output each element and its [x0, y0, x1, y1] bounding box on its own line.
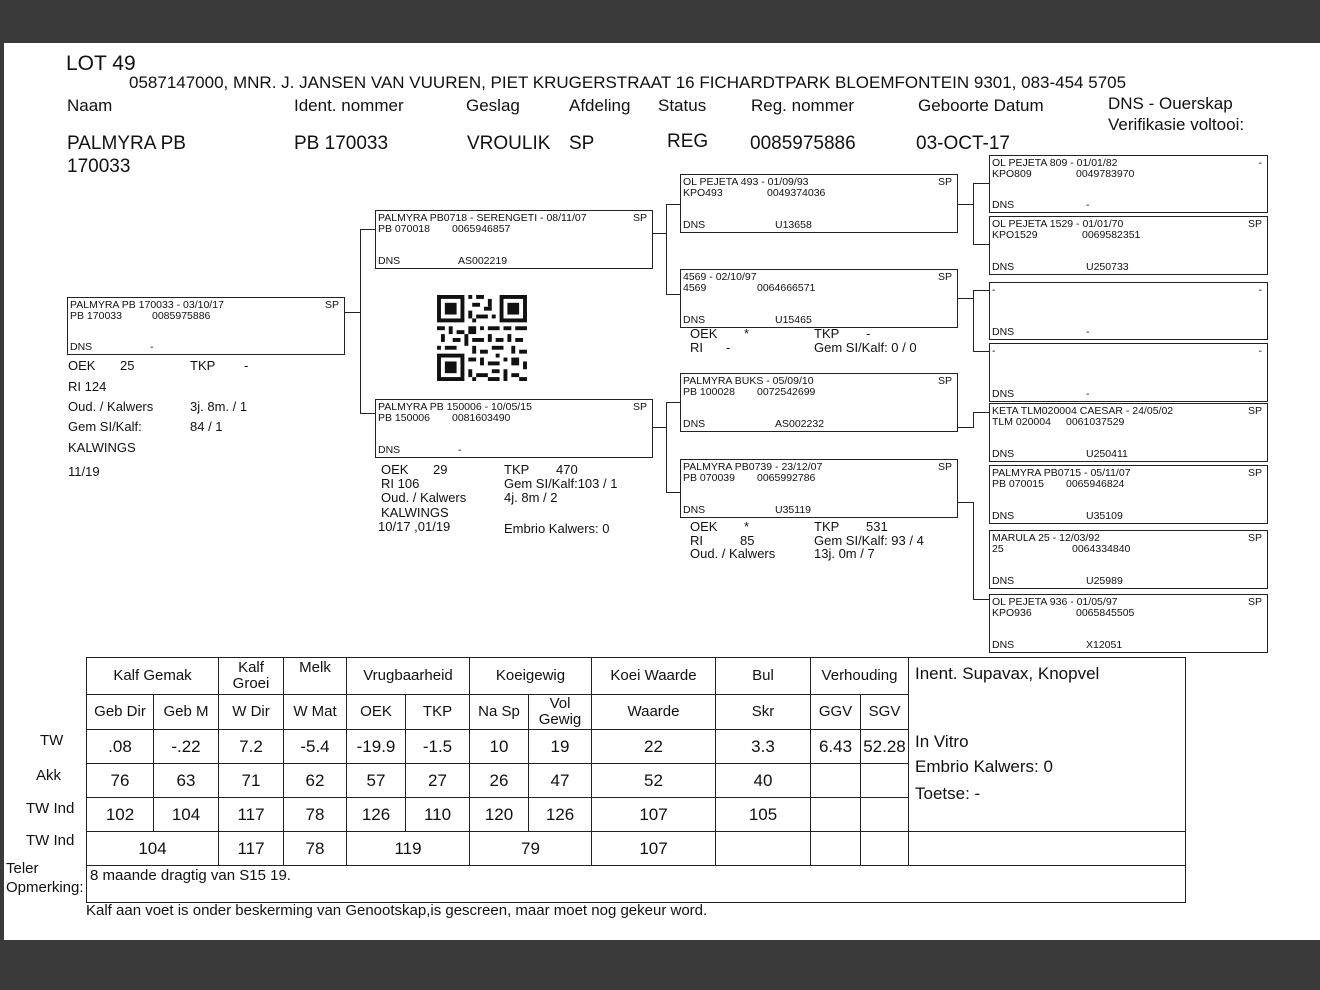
tw-cell: -5.4 [284, 730, 347, 764]
sub-header: Waarde [592, 695, 716, 730]
pedigree-reg: 0065946824 [1066, 478, 1125, 490]
row-label-twind-2: TW Ind [26, 832, 75, 849]
twind-cell: 104 [154, 798, 219, 832]
pedigree-gp-box-3 [680, 373, 958, 432]
pedigree-id: KPO936 [992, 607, 1032, 619]
side-note-inent: Inent. Supavax, Knopvel [915, 664, 1100, 683]
group-header: Verhouding [811, 658, 909, 695]
pedigree-dns-value: - [458, 444, 462, 456]
animal-ident: PB 170033 [294, 133, 389, 154]
gp4-tkp-label: TKP [814, 519, 840, 534]
group-header: Koei Waarde [592, 658, 716, 695]
akk-cell [811, 764, 861, 798]
pedigree-dns-label: DNS [992, 388, 1015, 400]
pedigree-title: MARULA 25 - 12/03/92 [992, 532, 1100, 544]
pedigree-gp-box-2 [680, 269, 958, 328]
pedigree-id: 25 [992, 543, 1004, 555]
pedigree-section: SP [937, 461, 952, 473]
twind-cell: 102 [87, 798, 154, 832]
gp4-ri-label: RI [690, 533, 703, 548]
pedigree-dns-value: U35109 [1086, 510, 1123, 522]
pedigree-dns-value: - [1086, 388, 1090, 400]
main-oek-value: 25 [120, 358, 135, 373]
pedigree-title: OL PEJETA 936 - 01/05/97 [992, 596, 1118, 608]
footer-note: Kalf aan voet is onder beskerming van Genootskap,is gescreen, maar moet nog gekeur word. [86, 902, 708, 919]
pedigree-dns-value: U25989 [1086, 575, 1123, 587]
pedigree-ggp-box-8 [989, 594, 1268, 653]
row-label-tw: TW [40, 732, 64, 749]
header-afdeling: Afdeling [569, 96, 631, 115]
dam-oek-value: 29 [433, 462, 448, 477]
main-oud-label: Oud. / Kalwers [68, 399, 154, 414]
pedigree-id: PB 070039 [683, 472, 735, 484]
akk-cell: 52 [592, 764, 716, 798]
teler-remarks: 8 maande dragtig van S15 19. [87, 866, 1186, 903]
pedigree-reg: 0085975886 [152, 310, 211, 322]
pedigree-reg: 0049783970 [1076, 168, 1135, 180]
pedigree-dns-value: U15465 [775, 314, 812, 326]
pedigree-title: 4569 - 02/10/97 [683, 271, 757, 283]
pedigree-id: KPO493 [683, 187, 723, 199]
pedigree-section: SP [1247, 405, 1262, 417]
main-gem-value: 84 / 1 [190, 419, 223, 434]
row-label-akk: Akk [36, 767, 62, 784]
pedigree-title: OL PEJETA 809 - 01/01/82 [992, 157, 1118, 169]
pedigree-reg: 0049374036 [767, 187, 826, 199]
pedigree-section: SP [1247, 218, 1262, 230]
akk-cell: 71 [219, 764, 284, 798]
pedigree-reg: 0061037529 [1066, 416, 1125, 428]
twind-cell [861, 798, 909, 832]
twind-cell: 126 [529, 798, 592, 832]
pedigree-id: PB 070015 [992, 478, 1044, 490]
pedigree-section: SP [937, 176, 952, 188]
pedigree-title: PALMYRA PB 150006 - 10/05/15 [378, 401, 532, 413]
animal-status: REG [667, 131, 709, 152]
pedigree-sire-box [375, 210, 653, 269]
pedigree-id: KPO809 [992, 168, 1032, 180]
group-header: Kalf Groei [219, 658, 284, 695]
pedigree-dns-label: DNS [683, 418, 706, 430]
pedigree-id: TLM 020004 [992, 416, 1051, 428]
akk-cell: 40 [716, 764, 811, 798]
side-note-invitro: In Vitro [915, 732, 969, 751]
pedigree-ggp-box-5 [989, 403, 1268, 462]
dam-oud-label: Oud. / Kalwers [381, 490, 467, 505]
gp2-tkp-label: TKP [814, 326, 840, 341]
header-ident: Ident. nommer [294, 96, 404, 115]
group-header: Kalf Gemak [87, 658, 219, 695]
header-dns-verify: Verifikasie voltooi: [1108, 115, 1245, 134]
pedigree-dns-label: DNS [683, 504, 706, 516]
sub-header: Skr [716, 695, 811, 730]
gp4-gem: Gem SI/Kalf: 93 / 4 [814, 533, 924, 548]
main-tkp-label: TKP [190, 358, 216, 373]
gp4-oud-value: 13j. 0m / 7 [814, 546, 875, 561]
akk-cell: 47 [529, 764, 592, 798]
pedigree-title: - [992, 345, 996, 357]
twind-cell: 126 [347, 798, 406, 832]
pedigree-reg: 0081603490 [452, 412, 511, 424]
pedigree-reg: 0064666571 [757, 282, 816, 294]
tw-cell: 22 [592, 730, 716, 764]
twind2-cell [811, 832, 861, 866]
animal-geslag: VROULIK [467, 133, 551, 154]
twind-cell: 110 [406, 798, 470, 832]
pedigree-ggp-box-6 [989, 465, 1268, 524]
gp2-oek-label: OEK [690, 326, 718, 341]
owner-line: 0587147000, MNR. J. JANSEN VAN VUUREN, PIET KRUGERSTRAAT 16 FICHARDTPARK BLOEMFONTEIN 9301, 083-454 5705 [129, 73, 1127, 92]
dam-oud-value: 4j. 8m / 2 [504, 490, 558, 505]
pedigree-dns-label: DNS [992, 199, 1015, 211]
gp2-ri-value: - [726, 340, 731, 355]
opmerking-label: Opmerking: [6, 879, 84, 896]
tw-cell: -1.5 [406, 730, 470, 764]
sub-header: Na Sp [470, 695, 529, 730]
animal-geboorte: 03-OCT-17 [916, 133, 1010, 154]
pedigree-dns-label: DNS [378, 255, 401, 267]
header-geslag: Geslag [466, 96, 520, 115]
pedigree-section: - [1258, 345, 1262, 357]
gp4-ri-value: 85 [740, 533, 755, 548]
pedigree-dns-label: DNS [70, 341, 93, 353]
gp2-oek-value: * [744, 326, 750, 341]
gp4-oud-label: Oud. / Kalwers [690, 546, 776, 561]
sub-header: TKP [406, 695, 470, 730]
document-page [4, 43, 1320, 940]
pedigree-gp-box-4 [680, 459, 958, 518]
akk-cell: 57 [347, 764, 406, 798]
sub-header: SGV [861, 695, 909, 730]
dam-embrio: Embrio Kalwers: 0 [504, 521, 610, 536]
animal-reg: 0085975886 [750, 133, 856, 154]
teler-label: Teler [6, 860, 39, 877]
twind2-cell [716, 832, 811, 866]
gp4-oek-value: * [744, 519, 750, 534]
animal-afdeling: SP [569, 133, 595, 154]
sub-header: GGV [811, 695, 861, 730]
pedigree-title: KETA TLM020004 CAESAR - 24/05/02 [992, 405, 1174, 417]
main-ri: RI 124 [68, 379, 107, 394]
twind2-cell: 117 [219, 832, 284, 866]
twind2-cell: 78 [284, 832, 347, 866]
twind-cell: 105 [716, 798, 811, 832]
main-kalwings-value: 11/19 [68, 464, 100, 479]
pedigree-dns-value: U35119 [775, 504, 812, 516]
side-note-toetse: Toetse: - [915, 784, 981, 803]
twind-cell: 78 [284, 798, 347, 832]
group-header: Bul [716, 658, 811, 695]
dam-ri: RI 106 [381, 476, 420, 491]
pedigree-dns-label: DNS [378, 444, 401, 456]
pedigree-id: KPO1529 [992, 229, 1038, 241]
tw-cell: 19 [529, 730, 592, 764]
gp2-gem: Gem SI/Kalf: 0 / 0 [814, 340, 917, 355]
pedigree-reg: 0065845505 [1076, 607, 1135, 619]
pedigree-section: - [1258, 157, 1262, 169]
dam-gem: Gem SI/Kalf:103 / 1 [504, 476, 618, 491]
tw-cell: 7.2 [219, 730, 284, 764]
main-kalwings-label: KALWINGS [68, 440, 136, 455]
twind-cell [811, 798, 861, 832]
side-note-embrio: Embrio Kalwers: 0 [915, 757, 1053, 776]
pedigree-reg: 0065946857 [452, 223, 511, 235]
pedigree-section: SP [324, 299, 339, 311]
header-geboorte: Geboorte Datum [918, 96, 1044, 115]
dam-oek-label: OEK [381, 462, 409, 477]
dam-tkp-label: TKP [504, 462, 530, 477]
pedigree-id: PB 100028 [683, 386, 735, 398]
twind2-cell-empty [909, 832, 1186, 866]
pedigree-dns-label: DNS [992, 448, 1015, 460]
dam-tkp-value: 470 [556, 462, 578, 477]
main-tkp-value: - [244, 358, 249, 373]
tw-cell: 52.28 [861, 730, 909, 764]
pedigree-dns-label: DNS [992, 575, 1015, 587]
pedigree-reg: 0065992786 [757, 472, 816, 484]
pedigree-title: OL PEJETA 1529 - 01/01/70 [992, 218, 1124, 230]
animal-name-number: 170033 [67, 156, 131, 177]
twind2-cell: 119 [347, 832, 470, 866]
sub-header: OEK [347, 695, 406, 730]
akk-cell: 76 [87, 764, 154, 798]
pedigree-dam-box [375, 399, 653, 458]
twind-cell: 120 [470, 798, 529, 832]
pedigree-id: PB 170033 [70, 310, 122, 322]
pedigree-dns-value: - [1086, 326, 1090, 338]
group-header: Vrugbaarheid [347, 658, 470, 695]
akk-cell: 26 [470, 764, 529, 798]
tw-cell: 10 [470, 730, 529, 764]
pedigree-reg: 0069582351 [1082, 229, 1141, 241]
pedigree-ggp-box-7 [989, 530, 1268, 589]
sub-header: W Mat [284, 695, 347, 730]
sub-header: Geb M [154, 695, 219, 730]
sub-header: W Dir [219, 695, 284, 730]
pedigree-dns-value: - [150, 341, 154, 353]
twind2-cell: 104 [87, 832, 219, 866]
pedigree-section: SP [632, 212, 647, 224]
lot-number: LOT 49 [66, 52, 136, 75]
pedigree-animal-box [67, 297, 345, 355]
twind2-cell: 107 [592, 832, 716, 866]
tw-cell: -19.9 [347, 730, 406, 764]
tw-cell: -.22 [154, 730, 219, 764]
pedigree-reg: 0064334840 [1072, 543, 1131, 555]
main-gem-label: Gem SI/Kalf: [68, 419, 142, 434]
pedigree-ggp-box-3 [989, 282, 1268, 340]
gp2-tkp-value: - [866, 326, 871, 341]
pedigree-section: SP [1247, 532, 1262, 544]
pedigree-dns-label: DNS [992, 326, 1015, 338]
pedigree-dns-value: U250411 [1086, 448, 1128, 460]
pedigree-title: PALMYRA PB0718 - SERENGETI - 08/11/07 [378, 212, 587, 224]
pedigree-title: PALMYRA PB0715 - 05/11/07 [992, 467, 1131, 479]
gp4-oek-label: OEK [690, 519, 718, 534]
pedigree-dns-value: - [1086, 199, 1090, 211]
sub-header: Geb Dir [87, 695, 154, 730]
header-status: Status [658, 96, 707, 115]
gp4-tkp-value: 531 [866, 519, 888, 534]
pedigree-dns-label: DNS [992, 510, 1015, 522]
group-header: Koeigewig [470, 658, 592, 695]
pedigree-id: 4569 [683, 282, 707, 294]
pedigree-ggp-box-1 [989, 155, 1268, 213]
pedigree-section: SP [632, 401, 647, 413]
pedigree-dns-label: DNS [992, 639, 1015, 651]
pedigree-section: - [1258, 284, 1262, 296]
pedigree-dns-value: U13658 [775, 219, 812, 231]
pedigree-dns-value: AS002232 [775, 418, 825, 430]
pedigree-dns-label: DNS [683, 219, 706, 231]
pedigree-title: PALMYRA PB 170033 - 03/10/17 [70, 299, 224, 311]
akk-cell: 27 [406, 764, 470, 798]
header-dns: DNS - Ouerskap [1108, 94, 1233, 113]
qr-code-icon [436, 295, 528, 381]
pedigree-section: SP [1247, 467, 1262, 479]
group-header: Melk [284, 658, 347, 695]
pedigree-section: SP [1247, 596, 1262, 608]
side-notes [909, 658, 1186, 832]
tw-cell: 6.43 [811, 730, 861, 764]
dam-kalwings-value: 10/17 ,01/19 [378, 519, 451, 534]
row-label-twind: TW Ind [26, 800, 75, 817]
main-oek-label: OEK [68, 358, 96, 373]
twind2-cell [861, 832, 909, 866]
dam-kalwings-label: KALWINGS [381, 505, 449, 520]
twind-cell: 107 [592, 798, 716, 832]
tw-cell: 3.3 [716, 730, 811, 764]
pedigree-section: SP [937, 375, 952, 387]
pedigree-section: SP [937, 271, 952, 283]
header-naam: Naam [67, 96, 113, 115]
animal-name: PALMYRA PB [67, 133, 186, 154]
akk-cell: 63 [154, 764, 219, 798]
akk-cell [861, 764, 909, 798]
pedigree-id: PB 150006 [378, 412, 430, 424]
gp2-ri-label: RI [690, 340, 703, 355]
pedigree-ggp-box-4 [989, 343, 1268, 402]
pedigree-dns-value: X12051 [1086, 639, 1123, 651]
pedigree-gp-box-1 [680, 174, 958, 233]
pedigree-title: PALMYRA BUKS - 05/09/10 [683, 375, 814, 387]
pedigree-title: - [992, 284, 996, 296]
main-oud-value: 3j. 8m. / 1 [190, 399, 248, 414]
pedigree-dns-label: DNS [683, 314, 706, 326]
pedigree-ggp-box-2 [989, 216, 1268, 275]
pedigree-reg: 0072542699 [757, 386, 816, 398]
pedigree-title: OL PEJETA 493 - 01/09/93 [683, 176, 809, 188]
pedigree-dns-value: U250733 [1086, 261, 1129, 273]
twind-cell: 117 [219, 798, 284, 832]
pedigree-title: PALMYRA PB0739 - 23/12/07 [683, 461, 823, 473]
header-reg: Reg. nommer [751, 96, 854, 115]
akk-cell: 62 [284, 764, 347, 798]
sub-header: Vol Gewig [529, 695, 592, 730]
pedigree-dns-label: DNS [992, 261, 1015, 273]
tw-cell: .08 [87, 730, 154, 764]
twind2-cell: 79 [470, 832, 592, 866]
breeding-values-table [86, 657, 1186, 903]
pedigree-id: PB 070018 [378, 223, 430, 235]
pedigree-dns-value: AS002219 [458, 255, 508, 267]
